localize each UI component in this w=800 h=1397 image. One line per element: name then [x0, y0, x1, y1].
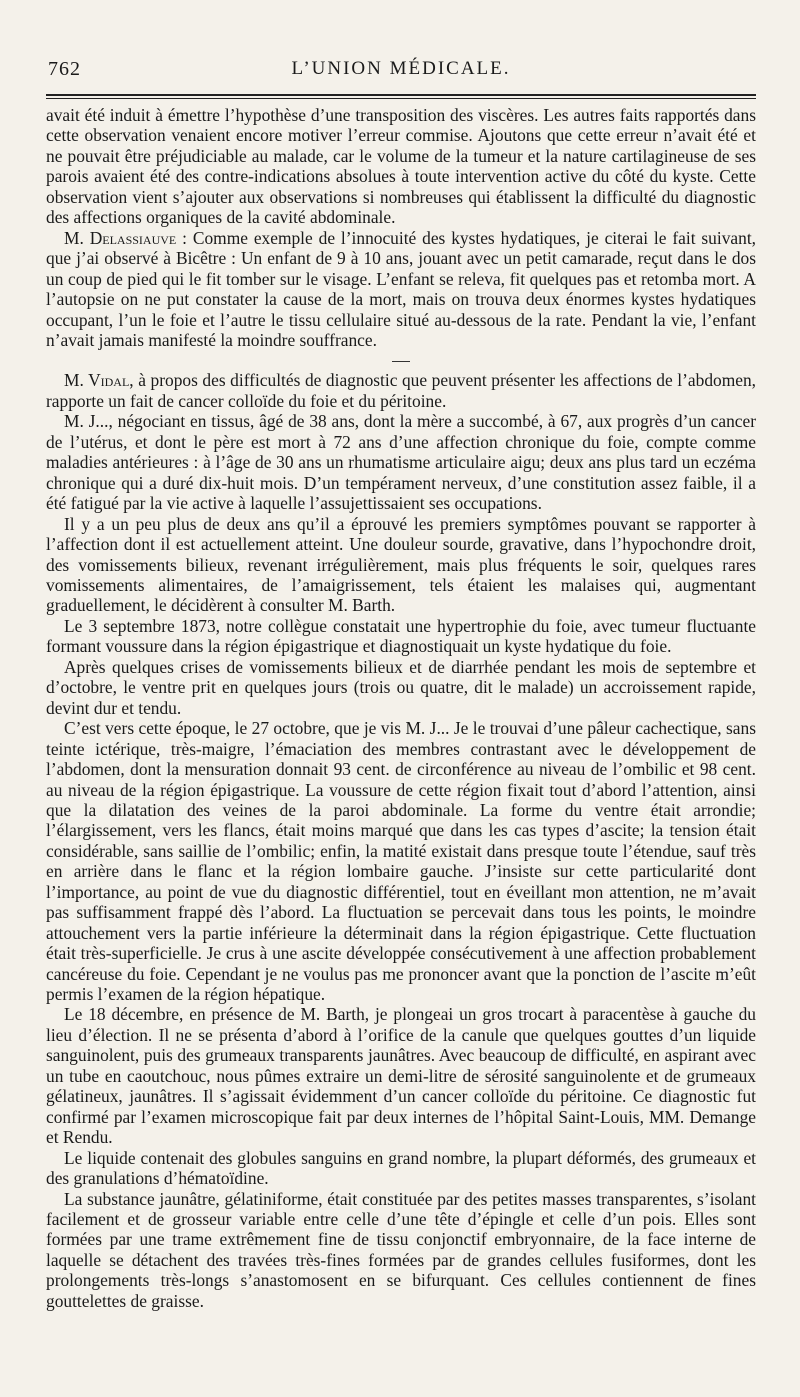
- paragraph-text: : Comme exemple de l’innocuité des kystes hydatiques, je citerai le fait suivant, que j’ai observé à Bicêtre : Un enfant de 9 à 10 ans, jouant avec un petit camarade, reçut dans le dos un coup de pied qui le fit tomber sur le visage. L’enfant se releva, fit quelques pas et retomba mort. A l’autopsie on ne put constater la cause de la mort, mais on trouva deux énormes kystes hydatiques occupant, l’un le foie et l’autre le tissu cellulaire situé au-dessous de la rate. Pendant la vie, l’enfant n’avait jamais manifesté la moindre souffrance.: [46, 227, 757, 350]
- paragraph: Le 18 décembre, en présence de M. Barth, je plongeai un gros trocart à paracentèse à gauche du lieu d’élection. Il ne se présenta d’abord à l’orifice de la canule que quelques gouttes d’un liquide sanguinolent, puis des grumeaux transparents jaunâtres. Avec beaucoup de difficulté, en aspirant avec un tube en caoutchouc, nous pûmes extraire un demi-litre de sérosité sanguinolente et de grumeaux gélatineux, jaunâtres. Il s’agissait évidemment d’un cancer colloïde du péritoine. Ce diagnostic fut confirmé par l’examen microscopique fait par deux internes de l’hôpital Saint-Louis, MM. Demange et Rendu.: [46, 1004, 756, 1148]
- paragraph: C’est vers cette époque, le 27 octobre, que je vis M. J... Je le trouvai d’une pâleur cachectique, sans teinte ictérique, très-maigre, l’émaciation des membres contrastant avec le développement de l’abdomen, dont la mensuration donnait 93 cent. de circonférence au niveau de l’ombilic et 98 cent. au niveau de la région épigastrique. La voussure de cette région fixait tout d’abord l’attention, ainsi que la dilatation des veines de la paroi abdominale. La forme du ventre était arrondie; l’élargissement, vers les flancs, était moins marqué que dans les cas types d’ascite; la tension était considérable, sans saillie de l’ombilic; enfin, la matité existait dans presque toute l’étendue, sauf très en arrière dans le flanc et la région lombaire gauche. J’insiste sur cette particularité dont l’importance, au point de vue du diagnostic différentiel, tout en éveillant mon attention, ne m’avait pas suffisamment frappé dès l’abord. La fluctuation se percevait dans tous les points, le moindre attouchement vers la partie inférieure la déterminait dans la région épigastrique. Cette fluctuation était très-superficielle. Je crus à une ascite développée consécutivement à une affection probablement cancéreuse du foie. Cependant je ne voulus pas me prononcer avant que la ponction de l’ascite m’eût permis l’examen de la région hépatique.: [46, 718, 756, 1005]
- page-number: 762: [48, 58, 81, 80]
- paragraph: La substance jaunâtre, gélatiniforme, était constituée par des petites masses transparentes, s’isolant facilement et de grosseur variable entre celle d’une tête d’épingle et celle d’un pois. Elles sont formées par une trame extrêmement fine de tissu conjonctif embryonnaire, de la face interne de laquelle se détachent des travées très-fines formées par de grandes cellules fusiformes, dont les prolongements très-longs s’anastomosent en se bifurquant. Ces cellules contiennent de fines gouttelettes de graisse.: [46, 1188, 756, 1311]
- paragraph: [46, 228, 756, 351]
- paragraph: Le 3 septembre 1873, notre collègue constatait une hypertrophie du foie, avec tumeur fluctuante formant voussure dans la région épigastrique et diagnostiquait un kyste hydatique du foie.: [46, 615, 756, 657]
- article-body: [46, 105, 756, 1311]
- speaker-name: M. Delassiauve: [64, 227, 177, 248]
- paragraph-text: , à propos des difficultés de diagnostic que peuvent présenter les affections de l’abdomen, rapporte un fait de cancer colloïde du foie et du péritoine.: [46, 370, 757, 411]
- paragraph: avait été induit à émettre l’hypothèse d’une transposition des viscères. Les autres faits rapportés dans cette observation venaient encore motiver l’erreur commise. Ajoutons que cette erreur n’avait été et ne pouvait être préjudiciable au malade, car le volume de la tumeur et la nature cartilagineuse de ses parois avaient été des contre-indications absolues à toute intervention active du côté du kyste. Cette observation vient s’ajouter aux observations si nombreuses qui établissent la difficulté du diagnostic des affections organiques de la cavité abdominale.: [46, 105, 756, 228]
- section-separator: [46, 352, 756, 366]
- paragraph: Après quelques crises de vomissements bilieux et de diarrhée pendant les mois de septembre et d’octobre, le ventre prit en quelques jours (trois ou quatre, dit le malade) un accroissement rapide, devint dur et tendu.: [46, 656, 756, 718]
- running-title: L’UNION MÉDICALE.: [291, 58, 511, 79]
- paragraph: Il y a un peu plus de deux ans qu’il a éprouvé les premiers symptômes pouvant se rapporter à l’affection dont il est actuellement atteint. Une douleur sourde, gravative, dans l’hypochondre droit, des vomissements bilieux, revenant irrégulièrement, mais plus fréquents le soir, quelques rares vomissements alimentaires, de l’amaigrissement, tels étaient les malaises qui, augmentant graduellement, le décidèrent à consulter M. Barth.: [46, 513, 756, 616]
- paragraph: Le liquide contenait des globules sanguins en grand nombre, la plupart déformés, des grumeaux et des granulations d’hématoïdine.: [46, 1147, 756, 1189]
- header-rule: [46, 94, 756, 99]
- speaker-name: M. Vidal: [64, 370, 130, 391]
- page-header: [46, 58, 756, 88]
- paragraph: [46, 370, 756, 411]
- paragraph: M. J..., négociant en tissus, âgé de 38 ans, dont la mère a succombé, à 67, aux progrès d’un cancer de l’utérus, et dont le père est mort à 72 ans d’une affection chronique du foie, compte comme maladies antérieures : à l’âge de 30 ans un rhumatisme articulaire aigu; deux ans plus tard un eczéma chronique qui a duré dix-huit mois. D’un tempérament nerveux, d’une constitution assez faible, il a été fatigué par la vie active à laquelle l’assujettissaient ses occupations.: [46, 411, 756, 514]
